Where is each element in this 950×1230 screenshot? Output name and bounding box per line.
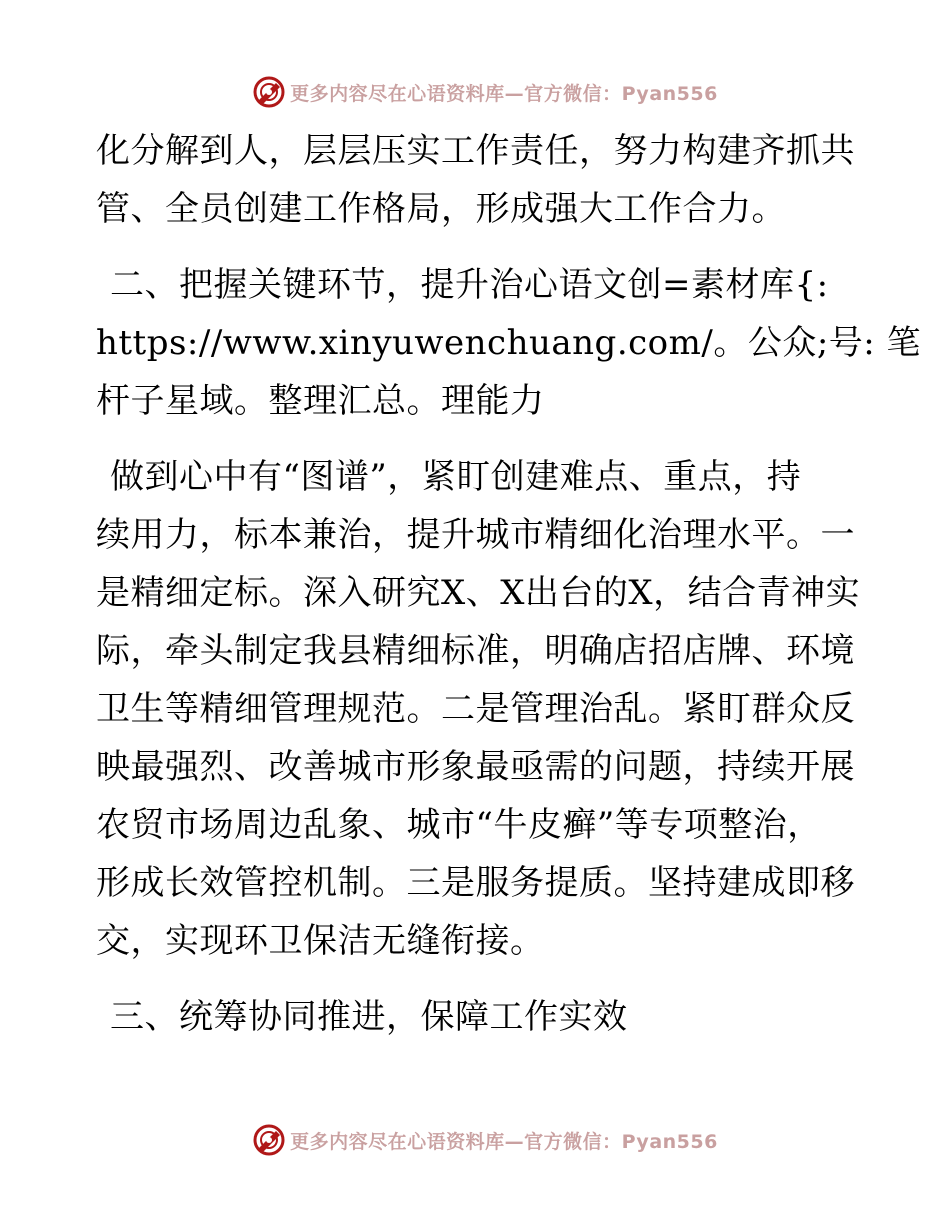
- paragraph-2-heading: [96, 256, 922, 430]
- section-heading-line: 三、统筹协同推进，保障工作实效: [110, 997, 628, 1037]
- text-line: 农贸市场周边乱象、城市“牛皮癣”等专项整治，: [96, 805, 822, 845]
- text-line: 形成长效管控机制。三是服务提质。坚持建成即移: [96, 863, 855, 903]
- text-line: 交，实现环卫保洁无缝衔接。: [96, 921, 545, 961]
- paragraph-1: [96, 122, 856, 238]
- footer-banner-text: 更多内容尽在心语资料库—官方微信：Pyan556: [290, 1130, 718, 1153]
- text-line: 做到心中有“图谱”，紧盯创建难点、重点，持: [110, 457, 802, 497]
- text-line: 是精细定标。深入研究X、X出台的X，结合青神实: [96, 573, 861, 613]
- text-line: 卫生等精细管理规范。二是管理治乱。紧盯群众反: [96, 689, 855, 729]
- footer-banner-inner: [252, 1123, 718, 1157]
- paragraph-4-heading: [96, 988, 856, 1046]
- section-heading-line: 二、把握关键环节，提升治心语文创=素材库{:: [110, 265, 829, 305]
- text-line: 映最强烈、改善城市形象最亟需的问题，持续开展: [96, 747, 855, 787]
- paragraph-3: [96, 448, 861, 970]
- text-line: 续用力，标本兼治，提升城市精细化治理水平。一: [96, 515, 855, 555]
- header-banner-text: 更多内容尽在心语资料库—官方微信：Pyan556: [290, 82, 718, 105]
- text-line: 杆子星域。整理汇总。理能力: [96, 381, 545, 421]
- seal-logo-icon: [252, 75, 286, 109]
- text-line: 际，牵头制定我县精细标准，明确店招店牌、环境: [96, 631, 855, 671]
- document-body: [96, 122, 922, 1046]
- seal-logo-icon: [252, 1123, 286, 1157]
- header-banner-inner: [252, 75, 718, 109]
- header-banner: [0, 72, 950, 112]
- footer-banner: [0, 1120, 950, 1160]
- text-line: 管、全员创建工作格局，形成强大工作合力。: [96, 189, 786, 229]
- text-line: https://www.xinyuwenchuang.com/。公众;号: 笔: [96, 323, 922, 363]
- text-line: 化分解到人，层层压实工作责任，努力构建齐抓共: [96, 131, 855, 171]
